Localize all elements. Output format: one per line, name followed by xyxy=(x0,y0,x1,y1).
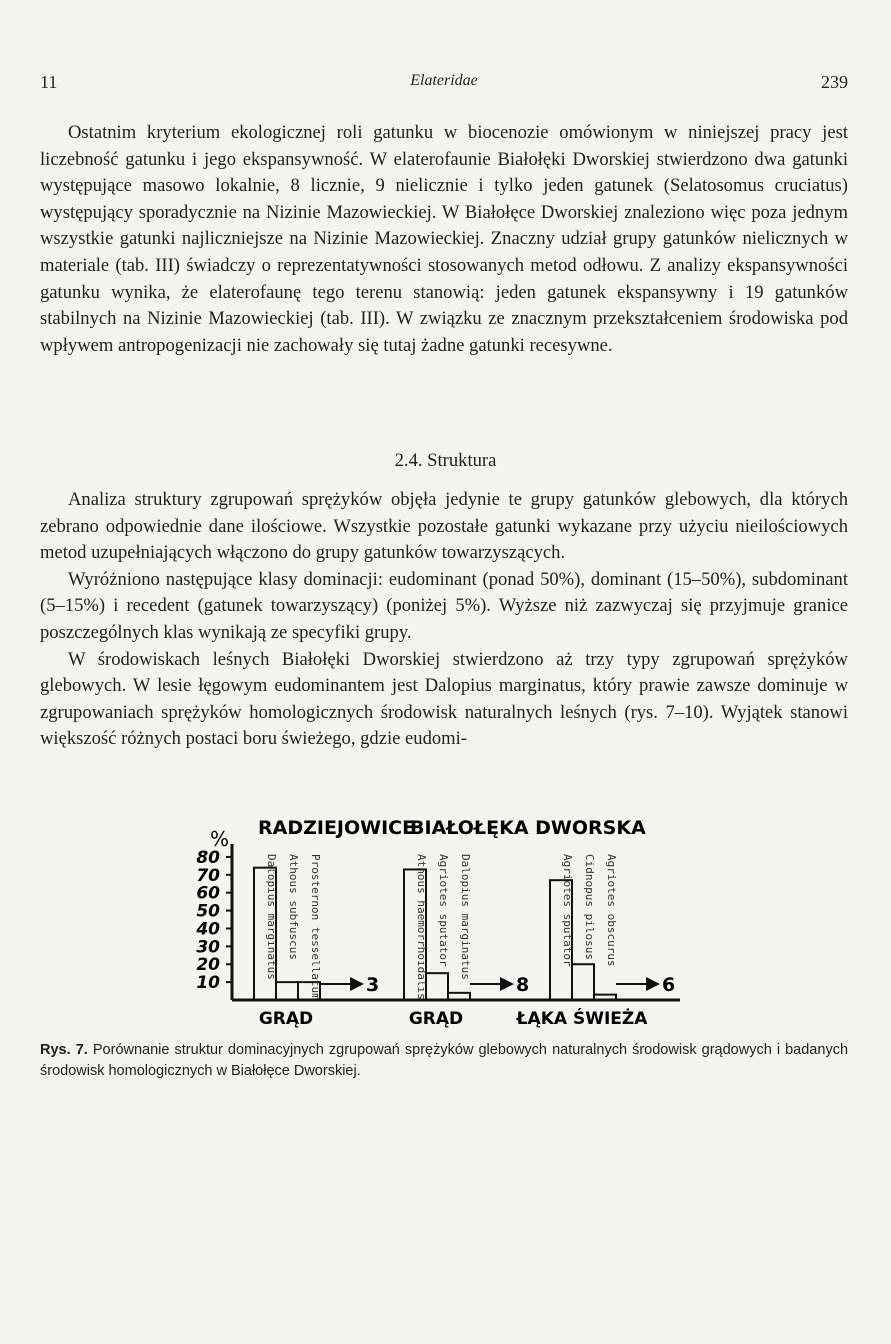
species-label: Agriotes obscurus xyxy=(605,854,618,967)
remaining-count: 6 xyxy=(662,974,676,996)
species-label: Dalopius marginatus xyxy=(459,854,472,980)
remaining-arrowhead xyxy=(646,977,660,991)
group-label: GRĄD xyxy=(258,1009,314,1028)
paragraph: Ostatnim kryterium ekologicznej roli gatunku w biocenozie omówionym w niniejszej pracy jest liczebność gatunku i jego ekspansywność. W elaterofaunie Białołęki Dworskiej stwierdzono dwa gatunki występujące masowo lokalnie, 8 licznie, 9 nielicznie i tylko jeden gatunek (Selatosomus cruciatus) występujący sporadycznie na Nizinie Mazowieckiej. W Białołęce Dworskiej znaleziono więc poza jednym wszystkie gatunki najliczniejsze na Nizinie Mazowieckiej. Znaczny udział grupy gatunków nielicznych w materiale (tab. III) świadczy o reprezentatywności stosowanych metod odłowu. Z analizy ekspansywności gatunku wynika, że elaterofaunę tego terenu stanowią: jeden gatunek ekspansywny i 19 gatunków stabilnych na Nizinie Mazowieckiej (tab. III). W związku ze znacznym przekształceniem środowiska pod wpływem antropogenizacji nie zachowały się tutaj żadne gatunki recesywne. xyxy=(40,122,848,356)
paragraph: W środowiskach leśnych Białołęki Dworskiej stwierdzono aż trzy typy zgrupowań sprężyków glebowych. W lesie łęgowym eudominantem jest Dalopius marginatus, który prawie zawsze dominuje w zgrupowaniach sprężyków homologicznych środowisk naturalnych leśnych (rys. 7–10). Wyjątek stanowi większość różnych postaci boru świeżego, gdzie eudomi- xyxy=(40,648,848,750)
y-tick-label: 70 xyxy=(196,865,220,886)
y-tick-label: 10 xyxy=(196,973,220,994)
remaining-arrowhead xyxy=(350,977,364,991)
species-label: Agriotes sputator xyxy=(437,854,450,967)
species-label: Athous haemorrhoidalis xyxy=(415,854,428,1000)
paragraph: Analiza struktury zgrupowań sprężyków objęła jedynie te grupy gatunków glebowych, dla których zebrano odpowiednie dane ilościowe. Wszystkie pozostałe gatunki wykazane przy użyciu nieilościowych metod uzupełniających włączono do grupy gatunków towarzyszących. xyxy=(40,489,848,564)
group-label: GRĄD xyxy=(408,1009,464,1028)
y-tick-label: 80 xyxy=(196,847,220,868)
caption-label: Rys. 7. xyxy=(40,1042,88,1058)
dominance-chart xyxy=(180,808,740,1028)
bar xyxy=(594,995,616,1000)
paragraph: Wyróżniono następujące klasy dominacji: eudominant (ponad 50%), dominant (15–50%), subdominant (5–15%) i recedent (gatunek towarzyszący) (poniżej 5%). Wyższe niż zazwyczaj się przyjmuje granice poszczególnych klas wynikają ze specyfiki grupy. xyxy=(40,568,848,643)
species-label: Prosternon tessellatum xyxy=(309,854,322,1000)
page-number-left: 11 xyxy=(40,72,58,92)
y-tick-label: 30 xyxy=(196,937,220,958)
species-label: Agriotes sputator xyxy=(561,854,574,967)
species-label: Cidnopus pilosus xyxy=(583,854,596,960)
bar xyxy=(426,973,448,1000)
remaining-count: 3 xyxy=(366,974,380,996)
page-header xyxy=(40,72,848,96)
remaining-arrowhead xyxy=(500,977,514,991)
y-tick-label: 20 xyxy=(196,955,220,976)
group-label: ŁĄKA ŚWIEŻA xyxy=(516,1009,648,1028)
page-number-right: 239 xyxy=(821,72,848,92)
section-heading: 2.4. Struktura xyxy=(394,450,497,471)
running-title: Elateridae xyxy=(410,72,478,89)
body-text-top xyxy=(40,120,848,359)
remaining-count: 8 xyxy=(516,974,530,996)
figure-caption xyxy=(40,1040,848,1082)
body-text-bottom xyxy=(40,487,848,753)
y-tick-label: 40 xyxy=(196,919,220,940)
chart-title-left: RADZIEJOWICE xyxy=(258,817,416,839)
bar xyxy=(572,964,594,1000)
species-label: Athous subfuscus xyxy=(287,854,300,960)
y-tick-label: 50 xyxy=(196,901,220,922)
chart-title-right: BIAŁOŁĘKA DWORSKA xyxy=(410,817,646,839)
caption-text: Porównanie struktur dominacyjnych zgrupowań sprężyków glebowych naturalnych środowisk grądowych i badanych środowisk homologicznych w Białołęce Dworskiej. xyxy=(40,1042,849,1079)
y-unit-label: % xyxy=(210,827,230,851)
y-tick-label: 60 xyxy=(196,883,220,904)
bar xyxy=(276,982,298,1000)
species-label: Dalopius marginatus xyxy=(265,854,278,980)
